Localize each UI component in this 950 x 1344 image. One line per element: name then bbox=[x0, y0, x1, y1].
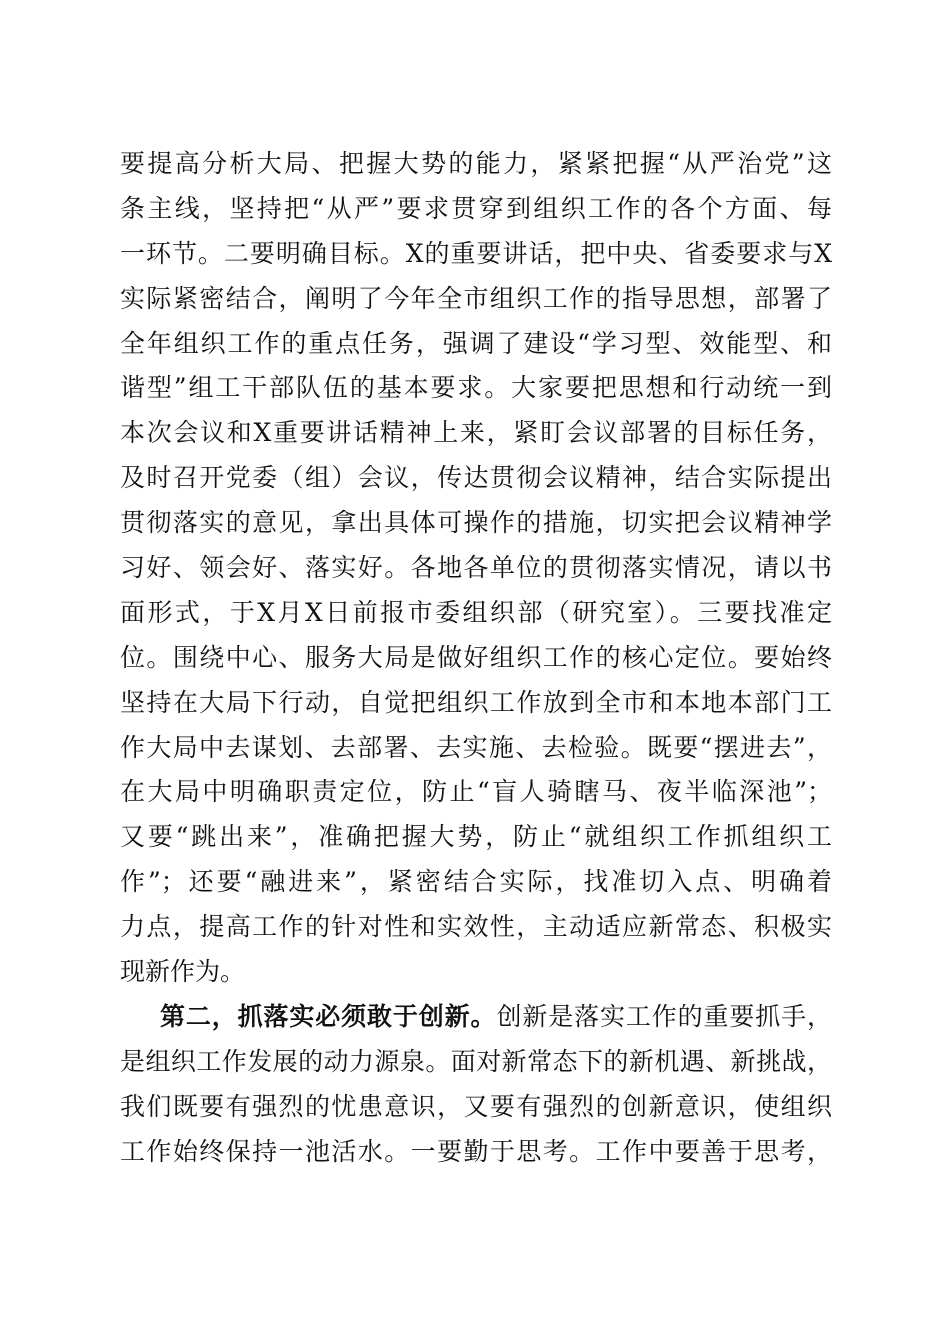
text-line: 现新作为。 bbox=[120, 957, 246, 987]
text-line: 工作始终保持一池活水。一要勤于思考。工作中要善于思考， bbox=[120, 1136, 832, 1166]
text-line: 我们既要有强烈的忧患意识，又要有强烈的创新意识，使组织 bbox=[120, 1091, 832, 1121]
section-heading: 第二，抓落实必须敢于创新。 bbox=[160, 1001, 497, 1031]
text-line: 贯彻落实的意见，拿出具体可操作的措施，切实把会议精神学 bbox=[120, 508, 832, 538]
text-line: 又要“跳出来”，准确把握大势，防止“就组织工作抓组织工 bbox=[120, 822, 832, 852]
text-line: 习好、领会好、落实好。各地各单位的贯彻落实情况，请以书 bbox=[120, 553, 832, 583]
text-line: 作大局中去谋划、去部署、去实施、去检验。既要“摆进去”， bbox=[120, 732, 832, 762]
text-line: 在大局中明确职责定位，防止“盲人骑瞎马、夜半临深池”； bbox=[120, 777, 832, 807]
text-line: 坚持在大局下行动，自觉把组织工作放到全市和本地本部门工 bbox=[120, 687, 832, 717]
body-text bbox=[120, 142, 832, 1174]
text-line: 位。围绕中心、服务大局是做好组织工作的核心定位。要始终 bbox=[120, 642, 832, 672]
text-line: 谐型”组工干部队伍的基本要求。大家要把思想和行动统一到 bbox=[120, 373, 832, 403]
text-line: 作”；还要“融进来”，紧密结合实际，找准切入点、明确着 bbox=[120, 867, 832, 897]
paragraph-2 bbox=[120, 995, 832, 1175]
text-line: 要提高分析大局、把握大势的能力，紧紧把握“从严治党”这 bbox=[120, 149, 832, 178]
text-line: 实际紧密结合，阐明了今年全市组织工作的指导思想，部署了 bbox=[120, 283, 832, 313]
paragraph-first-line bbox=[120, 995, 832, 1040]
text-line: 是组织工作发展的动力源泉。面对新常态下的新机遇、新挑战， bbox=[120, 1046, 832, 1076]
text-line: 力点，提高工作的针对性和实效性，主动适应新常态、积极实 bbox=[120, 912, 832, 942]
heading-continuation: 创新是落实工作的重要抓手， bbox=[496, 1001, 832, 1031]
text-line: 本次会议和X重要讲话精神上来，紧盯会议部署的目标任务， bbox=[120, 418, 832, 448]
paragraph-1 bbox=[120, 142, 832, 995]
text-line: 及时召开党委（组）会议，传达贯彻会议精神，结合实际提出 bbox=[120, 463, 832, 493]
text-line: 全年组织工作的重点任务，强调了建设“学习型、效能型、和 bbox=[120, 328, 832, 358]
text-line: 条主线，坚持把“从严”要求贯穿到组织工作的各个方面、每 bbox=[120, 193, 832, 223]
text-line: 面形式，于X月X日前报市委组织部（研究室）。三要找准定 bbox=[120, 597, 832, 627]
text-line: 一环节。二要明确目标。X的重要讲话，把中央、省委要求与X bbox=[120, 238, 832, 268]
